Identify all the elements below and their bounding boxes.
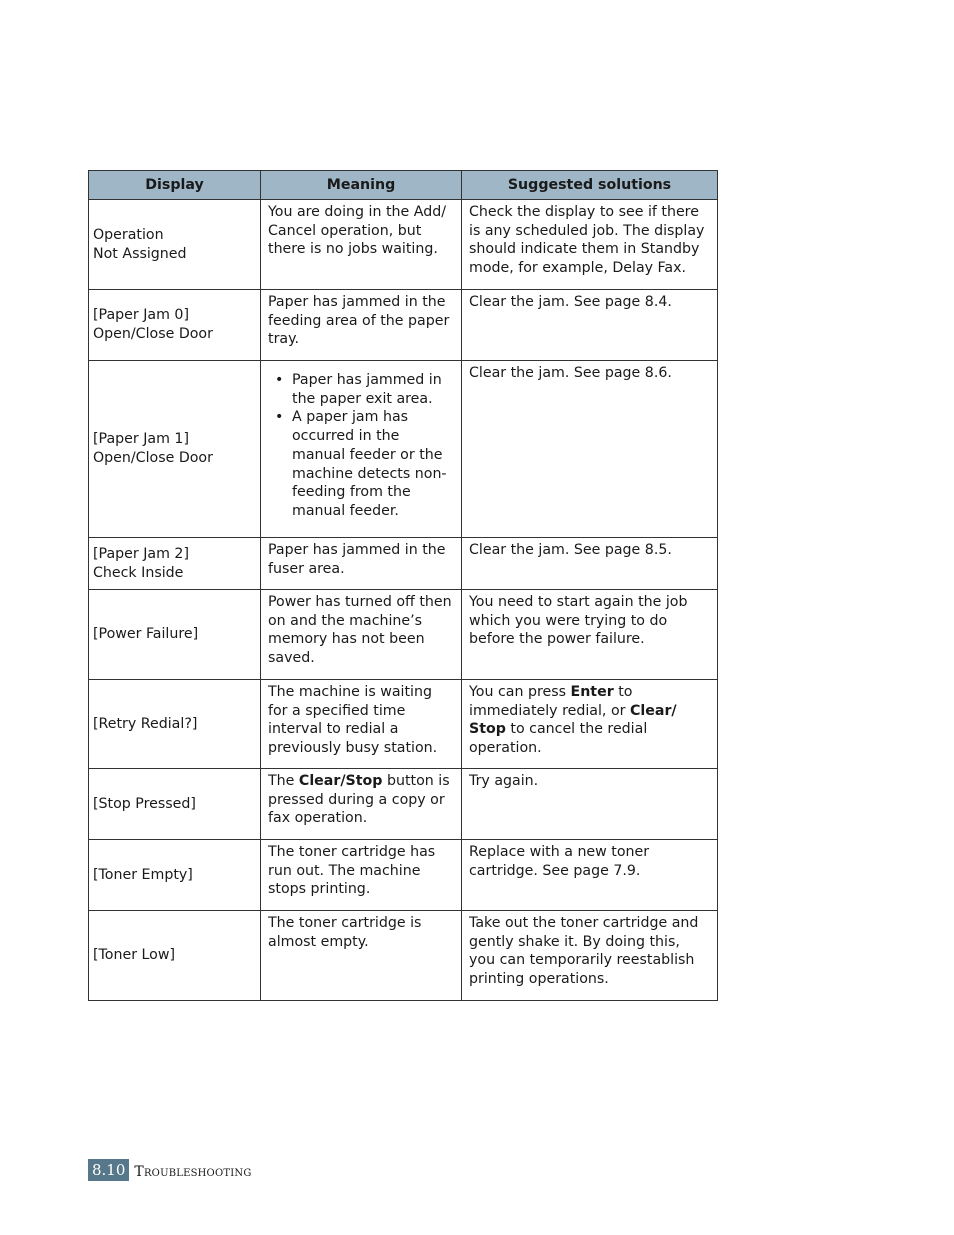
clear-stop-key-label: Clear/ Stop (469, 702, 677, 738)
meaning-cell (261, 361, 462, 538)
display-line: [Toner Low] (93, 947, 176, 964)
list-item: • A paper jam has occurred in the manual feeder or the machine detects non-feeding from the manual feeder. (292, 408, 454, 520)
solution-cell: Clear the jam. See page 8.6. (462, 361, 718, 538)
meaning-cell: You are doing in the Add/ Cancel operation, but there is no jobs waiting. (261, 200, 462, 290)
meaning-cell: The toner cartridge has run out. The machine stops printing. (261, 840, 462, 911)
display-line: Operation (93, 226, 164, 243)
meaning-cell (261, 769, 462, 840)
header-suggested-solutions: Suggested solutions (462, 171, 718, 200)
troubleshooting-table (88, 170, 718, 1001)
display-line: Check Inside (93, 564, 184, 581)
display-cell (89, 769, 261, 840)
table-header-row (89, 171, 718, 200)
meaning-text: button is pressed during a copy or fax operation. (268, 773, 450, 827)
display-line: Open/Close Door (93, 326, 213, 342)
solution-text: to cancel the redial operation. (469, 721, 648, 757)
display-line: [Retry Redial?] (93, 715, 198, 732)
display-cell (89, 911, 261, 1001)
solution-cell: Try again. (462, 769, 718, 840)
table-row (89, 290, 718, 361)
table-row (89, 680, 718, 769)
display-line: [Toner Empty] (93, 866, 193, 883)
display-line: Open/Close Door (93, 450, 213, 466)
solution-text: to immediately redial, or (469, 684, 633, 719)
table-row (89, 200, 718, 290)
solution-cell: Replace with a new toner cartridge. See page 7.9. (462, 840, 718, 911)
table-row (89, 769, 718, 840)
page-number: 8.10 (88, 1159, 129, 1181)
display-line: Not Assigned (93, 245, 187, 262)
solution-cell: Clear the jam. See page 8.5. (462, 538, 718, 590)
table-row (89, 840, 718, 911)
meaning-cell: The toner cartridge is almost empty. (261, 911, 462, 1001)
solution-cell: Clear the jam. See page 8.4. (462, 290, 718, 361)
solution-cell: Check the display to see if there is any scheduled job. The display should indicate them in Standby mode, for example, Delay Fax. (462, 200, 718, 290)
clear-stop-button-label: Clear/Stop (298, 773, 383, 789)
table-row (89, 911, 718, 1001)
table-row (89, 590, 718, 680)
meaning-text: The (268, 773, 299, 789)
display-line: [Power Failure] (93, 626, 199, 643)
enter-key-label: Enter (570, 684, 614, 700)
display-line: [Stop Pressed] (93, 795, 196, 812)
table-row (89, 538, 718, 590)
display-line: [Paper Jam 1] (93, 431, 189, 448)
display-cell (89, 361, 261, 538)
display-line: [Paper Jam 0] (93, 307, 189, 324)
meaning-cell: The machine is waiting for a specified time interval to redial a previously busy station. (261, 680, 462, 769)
header-meaning: Meaning (261, 171, 462, 200)
solution-cell (462, 680, 718, 769)
display-cell (89, 538, 261, 590)
display-cell (89, 290, 261, 361)
display-cell (89, 840, 261, 911)
display-cell (89, 590, 261, 680)
solution-text: You can press (469, 684, 571, 700)
list-item: • Paper has jammed in the paper exit area. (292, 371, 454, 408)
solution-cell: Take out the toner cartridge and gently shake it. By doing this, you can temporarily reestablish printing operations. (462, 911, 718, 1001)
display-cell (89, 680, 261, 769)
header-display: Display (89, 171, 261, 200)
meaning-cell: Paper has jammed in the fuser area. (261, 538, 462, 590)
meaning-cell: Power has turned off then on and the machine’s memory has not been saved. (261, 590, 462, 680)
section-title: Troubleshooting (134, 1163, 252, 1180)
display-line: [Paper Jam 2] (93, 545, 189, 562)
page-footer (88, 1159, 252, 1181)
display-cell (89, 200, 261, 290)
meaning-cell: Paper has jammed in the feeding area of the paper tray. (261, 290, 462, 361)
table-row (89, 361, 718, 538)
solution-cell: You need to start again the job which you were trying to do before the power failure. (462, 590, 718, 680)
troubleshooting-table-container (88, 170, 717, 1001)
meaning-bullet-list (268, 371, 454, 521)
